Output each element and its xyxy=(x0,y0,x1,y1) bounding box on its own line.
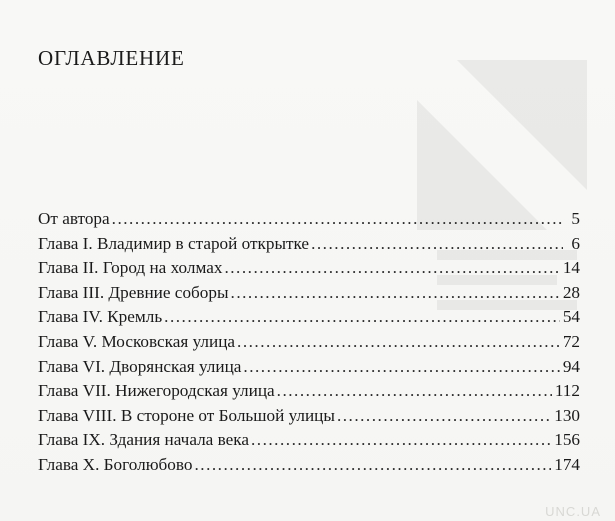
toc-dot-leader xyxy=(337,404,551,428)
toc-dot-leader xyxy=(194,453,551,477)
toc-entry-label: Глава X. Боголюбово xyxy=(38,454,193,474)
toc-entry-label: Глава II. Город на холмах xyxy=(38,258,223,278)
toc-entry-page-number: 156 xyxy=(554,430,580,450)
table-of-contents xyxy=(38,207,580,478)
toc-entry xyxy=(38,305,580,330)
toc-entry-label: Глава III. Древние соборы xyxy=(38,282,229,302)
toc-dot-leader xyxy=(237,330,560,354)
toc-entry-page-number: 28 xyxy=(562,282,580,302)
toc-entry-label: Глава V. Московская улица xyxy=(38,331,236,351)
toc-dot-leader xyxy=(311,232,563,256)
toc-entry xyxy=(38,379,580,404)
toc-entry-page-number: 174 xyxy=(554,454,580,474)
toc-entry-label: Глава VIII. В стороне от Большой улицы xyxy=(38,405,335,425)
toc-entry-label: Глава IX. Здания начала века xyxy=(38,430,249,450)
toc-entry-label: Глава IV. Кремль xyxy=(38,307,163,327)
toc-entry-page-number: 54 xyxy=(562,307,580,327)
toc-entry-label: Глава VII. Нижегородская улица xyxy=(38,381,275,401)
page-title: ОГЛАВЛЕНИЕ xyxy=(38,46,185,70)
toc-entry-page-number: 130 xyxy=(554,405,580,425)
toc-dot-leader xyxy=(277,379,552,403)
toc-entry-page-number: 6 xyxy=(571,233,580,253)
toc-entry xyxy=(38,330,580,355)
watermark: UNC.UA xyxy=(545,504,601,519)
toc-dot-leader xyxy=(231,281,560,305)
toc-entry-page-number: 5 xyxy=(571,209,580,228)
toc-entry xyxy=(38,428,580,453)
toc-entry-page-number: 112 xyxy=(554,381,580,401)
toc-entry xyxy=(38,207,580,232)
toc-dot-leader xyxy=(112,207,563,231)
toc-entry xyxy=(38,404,580,429)
toc-dot-leader xyxy=(164,305,560,329)
toc-entry xyxy=(38,355,580,380)
toc-entry-label: От автора xyxy=(38,209,110,228)
toc-entry-page-number: 94 xyxy=(562,356,580,376)
toc-entry-label: Глава I. Владимир в старой открытке xyxy=(38,233,310,253)
toc-entry-page-number: 72 xyxy=(562,331,580,351)
toc-entry xyxy=(38,232,580,257)
toc-entry xyxy=(38,281,580,306)
toc-dot-leader xyxy=(251,428,551,452)
toc-entry xyxy=(38,256,580,281)
toc-entry-label: Глава VI. Дворянская улица xyxy=(38,356,242,376)
toc-entry xyxy=(38,453,580,478)
toc-dot-leader xyxy=(243,355,559,379)
toc-dot-leader xyxy=(224,256,559,280)
toc-entry-page-number: 14 xyxy=(562,258,580,278)
